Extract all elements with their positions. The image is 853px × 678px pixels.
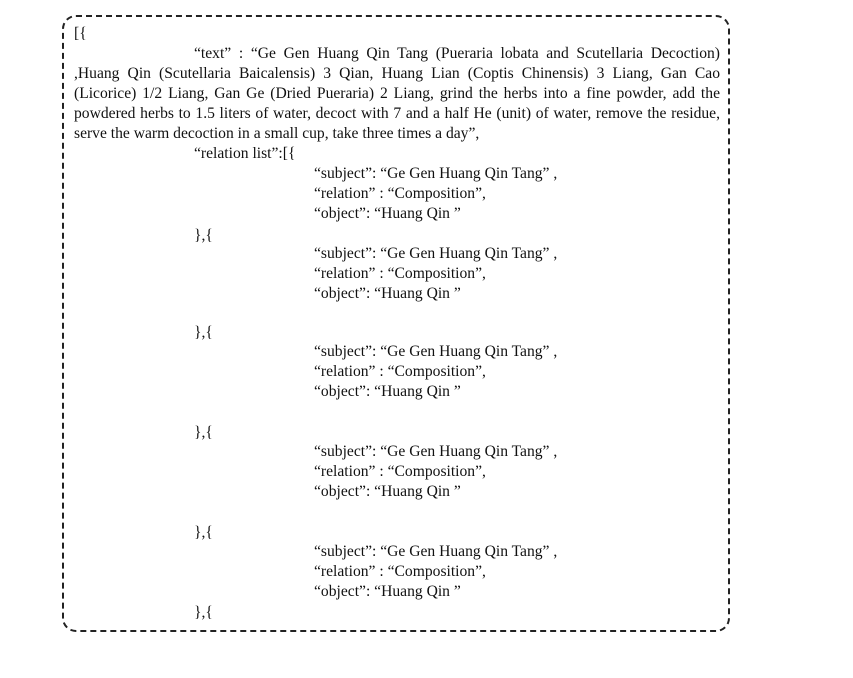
relation-subject: “subject”: “Ge Gen Huang Qin Tang” , [314, 343, 558, 360]
relation-subject: “subject”: “Ge Gen Huang Qin Tang” , [314, 165, 558, 182]
relation-subject: “subject”: “Ge Gen Huang Qin Tang” , [314, 443, 558, 460]
relation-type: “relation” : “Composition”, [314, 463, 486, 480]
relation-close: },{ [194, 424, 213, 441]
relation-subject: “subject”: “Ge Gen Huang Qin Tang” , [314, 245, 558, 262]
relation-close: },{ [194, 604, 213, 621]
relation-object: “object”: “Huang Qin ” [314, 483, 461, 500]
relation-subject: “subject”: “Ge Gen Huang Qin Tang” , [314, 543, 558, 560]
open-bracket: [{ [74, 25, 87, 42]
relation-object: “object”: “Huang Qin ” [314, 583, 461, 600]
text-entry: “text” : “Ge Gen Huang Qin Tang (Pueraria lobata and Scutellaria Decoction) ,Huang Qin (Scutellaria Baicalensis) 3 Qian, Huang Lian (Coptis Chinensis) 3 Liang, Gan Cao (Licorice) 1/2 Liang, Gan Ge (Dried Pueraria) 2 Liang, grind the herbs into a fine powder, add the powdered herbs to 1.5 liters of water, decoct with 7 and a half He (unit) of water, remove the residue, serve the warm decoction in a small cup, take three times a day”, [74, 45, 720, 142]
relation-object: “object”: “Huang Qin ” [314, 205, 461, 222]
relation-object: “object”: “Huang Qin ” [314, 383, 461, 400]
relation-type: “relation” : “Composition”, [314, 563, 486, 580]
relation-object: “object”: “Huang Qin ” [314, 285, 461, 302]
relation-type: “relation” : “Composition”, [314, 185, 486, 202]
relation-close: },{ [194, 324, 213, 341]
relation-close: },{ [194, 227, 213, 244]
relation-type: “relation” : “Composition”, [314, 363, 486, 380]
relation-type: “relation” : “Composition”, [314, 265, 486, 282]
relation-close: },{ [194, 524, 213, 541]
relation-list-label: “relation list”:[{ [194, 145, 296, 162]
